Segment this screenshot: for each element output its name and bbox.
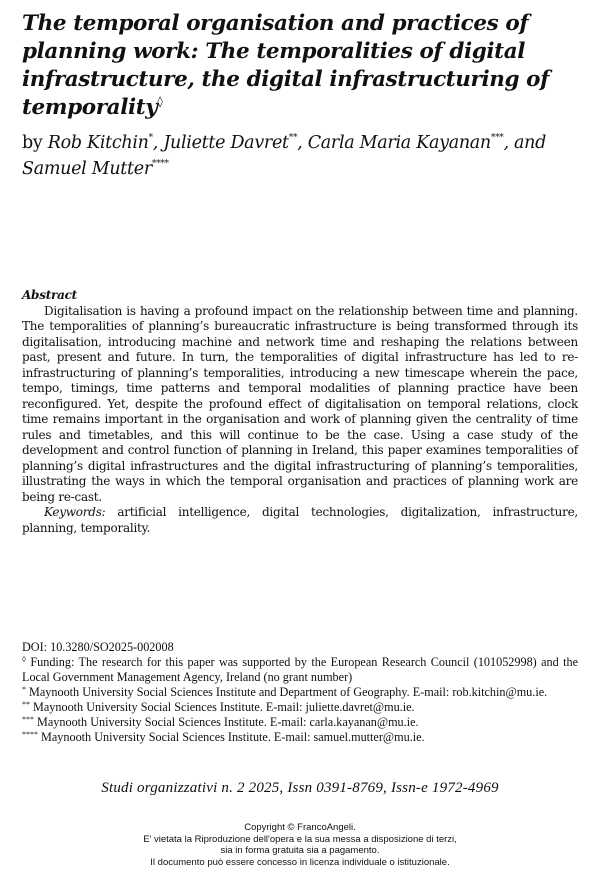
affiliation-mark: * <box>22 685 26 694</box>
author-mark: ** <box>288 133 298 143</box>
authors-prefix: by <box>22 133 43 153</box>
author-name: Juliette Davret <box>163 133 289 153</box>
affiliation-note <box>22 715 578 730</box>
copyright-line: Copyright © FrancoAngeli. <box>244 822 356 833</box>
footnotes <box>22 640 578 745</box>
title-funding-marker: ◊ <box>157 95 163 108</box>
copyright-line: sia in forma gratuita sia a pagamento. <box>220 845 380 856</box>
affiliation-note <box>22 730 578 745</box>
copyright-line: Il documento può essere concesso in licenza individuale o istituzionale. <box>150 856 450 868</box>
funding-note <box>22 655 578 685</box>
copyright-line: E' vietata la Riproduzione dell'opera e la sua messa a disposizione di terzi, <box>143 833 457 845</box>
affiliation-text: Maynooth University Social Sciences Institute. E-mail: carla.kayanan@mu.ie. <box>37 715 419 729</box>
funding-mark: ◊ <box>22 655 26 664</box>
affiliation-mark: **** <box>22 730 38 739</box>
author-name: Carla Maria Kayanan <box>307 133 491 153</box>
affiliation-mark: *** <box>22 715 34 724</box>
author-line <box>22 130 578 182</box>
abstract-heading: Abstract <box>22 288 77 302</box>
affiliation-mark: ** <box>22 700 30 709</box>
funding-text: Funding: The research for this paper was supported by the European Research Council (101052998) and the Local Government Management Agency, Ireland (no grant number) <box>22 655 579 684</box>
abstract-text: Digitalisation is having a profound impact on the relationship between time and planning. The temporalities of planning’s bureaucratic infrastructure is being transformed through its digitalisation, introducing machine and network time and reshaping the relations between past, present and future. In turn, the temporalities of digital infrastructure has led to re-infrastructuring of planning’s temporalities, introducing a new timescape wherein the pace, tempo, timings, time patterns and temporal modalities of planning practice have been reconfigured. Yet, despite the profound effect of digitalisation on temporal relations, clock time remains important in the organisation and work of planning given the centrality of time rules and timetables, and this will continue to be the case. Using a case study of the development and control function of planning in Ireland, this paper examines temporalities of planning’s digital infrastructures and the digital infrastructuring of planning’s temporalities, illustrating the ways in which the temporal organisation and practices of planning work are being re-cast. <box>22 303 578 504</box>
abstract-section <box>22 288 578 536</box>
author-name: Samuel Mutter <box>22 159 152 179</box>
author-separator: , <box>152 133 164 153</box>
author-mark: **** <box>151 159 169 169</box>
title-text: The temporal organisation and practices of planning work: The temporalities of digital infrastructure, the digital infrastructuring of temporality <box>22 11 549 120</box>
affiliation-note <box>22 685 578 700</box>
affiliation-note <box>22 700 578 715</box>
keywords-list: artificial intelligence, digital technologies, digitalization, infrastructure, planning, temporality. <box>22 505 578 535</box>
author-mark: *** <box>490 133 504 143</box>
affiliation-text: Maynooth University Social Sciences Institute. E-mail: samuel.mutter@mu.ie. <box>41 730 425 744</box>
author-separator: , <box>297 133 308 153</box>
affiliation-text: Maynooth University Social Sciences Institute. E-mail: juliette.davret@mu.ie. <box>33 700 415 714</box>
author-mark: * <box>148 133 153 143</box>
author-separator: , <box>503 133 515 153</box>
affiliation-text: Maynooth University Social Sciences Institute and Department of Geography. E-mail: rob.kitchin@mu.ie. <box>29 685 548 699</box>
keywords-label: Keywords: <box>44 505 106 519</box>
journal-citation: Studi organizzativi n. 2 2025, Issn 0391-8769, Issn-e 1972-4969 <box>101 780 499 796</box>
copyright-notice <box>0 822 600 868</box>
keywords <box>22 505 578 536</box>
author-conjunction: and <box>514 133 547 153</box>
doi: DOI: 10.3280/SO2025-002008 <box>22 640 174 654</box>
author-name: Rob Kitchin <box>47 133 149 153</box>
paper-title <box>22 10 578 122</box>
